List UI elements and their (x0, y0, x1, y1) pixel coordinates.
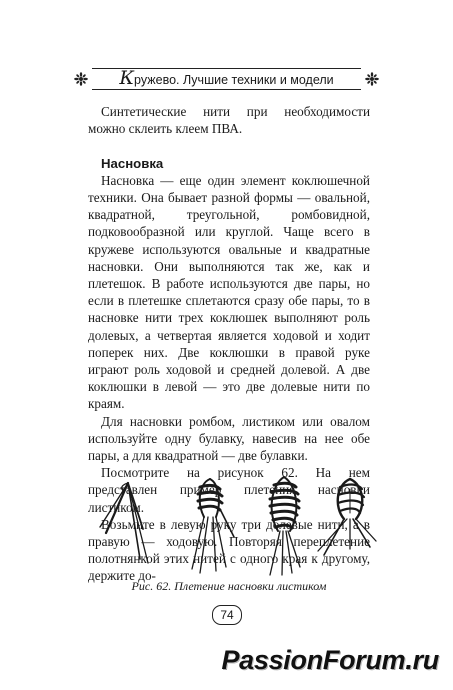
paragraph: Для насновки ромбом, листиком или овалом используйте одну булавку, навесив на нее обе пары, а для квадратной — две булавки. (88, 413, 370, 464)
ornament-icon (365, 72, 379, 86)
page-number: 74 (212, 605, 242, 625)
paragraph: Возьмите в левую руку три долевые нити, а в правую — ходовую. Повторяя переплетение полотнянкой этих нитей с одного края к другому, держите до- (88, 516, 370, 584)
running-header (78, 68, 375, 90)
watermark-text: PassionForum.ru (221, 645, 439, 675)
paragraph: Посмотрите на рисунок 62. На нем представлен пример плетения насновки листиком. (88, 465, 370, 515)
braid-step-3 (270, 477, 300, 575)
section-heading: Насновка (101, 155, 164, 171)
braid-step-1 (100, 483, 148, 563)
header-title-text: ружево. Лучшие техники и модели (134, 73, 334, 87)
paragraph: Насновка — еще один элемент коклюшечной техники. Она бывает разной формы — овальной, квадратной, треугольной, ромбовидной, подковообразной или круглой. Чаще всего в кружеве используются овальные и квадратные насновки. Они выполняются так же, как и плетешок. В работе используются две пары, но если в плетешке сплетаются сразу обе пары, то в насновке нити трех коклюшек выполняют роль долевых, а четвертая является ходовой и ходит поперек них. Две коклюшки в правой руке играют роль ходовой и средней долевой. А две коклюшки в левой — это две долевые нити по краям. (88, 172, 370, 412)
ornament-icon (74, 72, 88, 86)
braid-step-2 (192, 479, 234, 573)
intro-paragraph: Синтетические нити при необходимости можно склеить клеем ПВА. (88, 104, 370, 137)
braid-step-4 (318, 479, 376, 555)
header-rule-bottom (92, 89, 361, 90)
figure-illustration (88, 471, 378, 576)
figure-caption: Рис. 62. Плетение насновки листиком (131, 579, 327, 593)
header-title-initial: К (119, 67, 135, 89)
header-title (92, 67, 361, 89)
